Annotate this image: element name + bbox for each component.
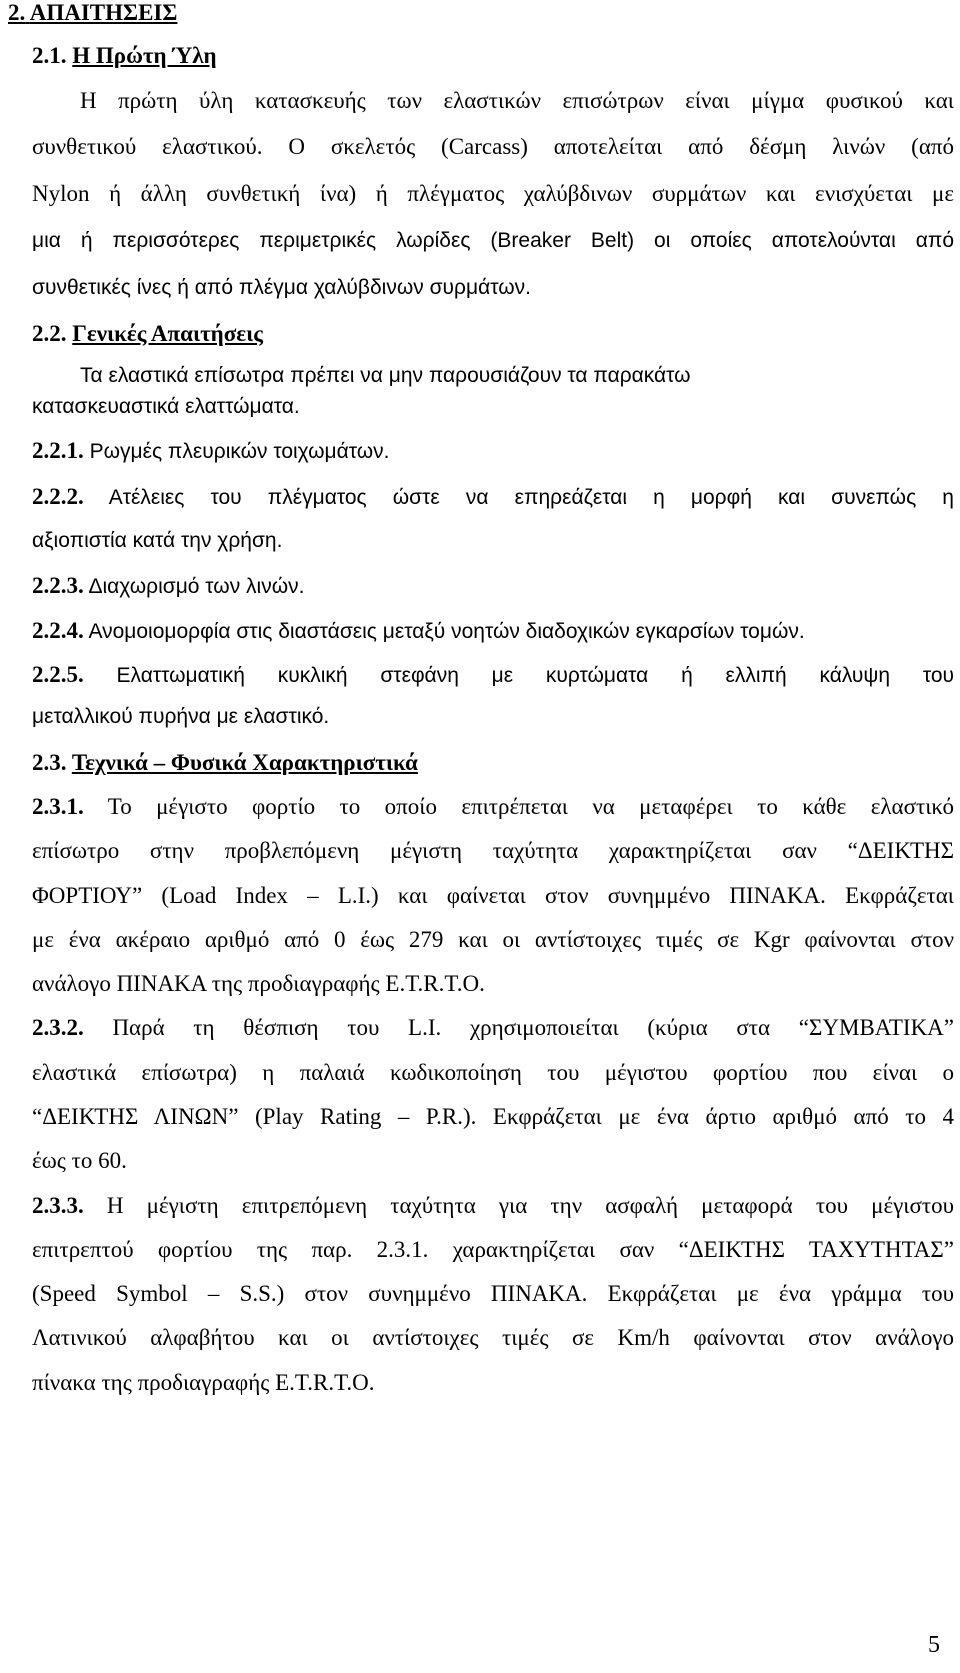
item-text: Το μέγιστο φορτίο το οποίο επιτρέπεται να μεταφέρει το κάθε ελαστικό [107,794,954,819]
subsection-number: 2.3. [32,750,67,775]
list-item-2-3-2 [32,1015,954,1041]
list-item-2-3-3 [32,1193,954,1219]
paragraph-line: μεταλλικού πυρήνα με ελαστικό. [32,705,330,728]
item-number: 2.2.4. [32,618,84,643]
item-text: Διαχωρισμό των λινών. [88,575,305,598]
paragraph-line: ΦΟΡΤΙΟΥ” (Load Index – L.I.) και φαίνεται στον συνημμένο ΠΙΝΑΚΑ. Εκφράζεται [32,883,954,908]
paragraph-line: ανάλογο ΠΙΝΑΚΑ της προδιαγραφής E.T.R.T.O. [32,971,485,996]
list-item-2-2-1 [32,438,390,464]
item-text: Παρά τη θέσπιση του L.I. χρησιμοποιείται (κύρια στα “ΣΥΜΒΑΤΙΚΑ” [112,1015,954,1040]
list-item-2-2-2 [32,484,954,510]
list-item-2-2-4 [32,618,805,644]
paragraph-line: συνθετικές ίνες ή από πλέγμα χαλύβδινων συρμάτων. [32,276,531,299]
paragraph-line: ελαστικά επίσωτρα) η παλαιά κωδικοποίηση του μέγιστου φορτίου που είναι ο [32,1060,954,1085]
paragraph-line: Nylon ή άλλη συνθετική ίνα) ή πλέγματος χαλύβδινων συρμάτων και ενισχύεται με [32,181,954,206]
item-text: Ανομοιομορφία στις διαστάσεις μεταξύ νοητών διαδοχικών εγκαρσίων τομών. [88,620,805,643]
paragraph-line: με ένα ακέραιο αριθμό από 0 έως 279 και οι αντίστοιχες τιμές σε Kgr φαίνονται στον [32,927,954,952]
list-item-2-3-1 [32,794,954,820]
item-number: 2.3.2. [32,1015,84,1040]
subsection-title: Τεχνικά – Φυσικά Χαρακτηριστικά [71,750,418,775]
paragraph-line: (Speed Symbol – S.S.) στον συνημμένο ΠΙΝΑΚΑ. Εκφράζεται με ένα γράμμα του [32,1281,954,1306]
list-item-2-2-5 [32,662,954,688]
subsection-heading-2-2 [32,321,263,347]
paragraph-line: Η πρώτη ύλη κατασκευής των ελαστικών επισώτρων είναι μίγμα φυσικού και [80,88,954,113]
item-number: 2.3.1. [32,794,84,819]
paragraph-line: συνθετικού ελαστικού. Ο σκελετός (Carcass) αποτελείται από δέσμη λινών (από [32,134,954,159]
item-text: Η μέγιστη επιτρεπόμενη ταχύτητα για την ασφαλή μεταφορά του μέγιστου [106,1193,954,1218]
paragraph-line: έως το 60. [32,1148,127,1173]
subsection-number: 2.1. [32,43,67,68]
paragraph-line: Λατινικού αλφαβήτου και οι αντίστοιχες τιμές σε Km/h φαίνονται στον ανάλογο [32,1325,954,1350]
list-item-2-2-3 [32,573,304,599]
paragraph-line: Τα ελαστικά επίσωτρα πρέπει να μην παρουσιάζουν τα παρακάτω [80,364,691,387]
item-number: 2.2.1. [32,438,84,463]
subsection-title: Γενικές Απαιτήσεις [72,321,263,346]
paragraph-line: πίνακα της προδιαγραφής E.T.R.T.O. [32,1370,375,1395]
section-number: 2. [8,0,26,25]
section-title: ΑΠΑΙΤΗΣΕΙΣ [29,0,178,25]
subsection-title: Η Πρώτη Ύλη [72,43,217,68]
item-number: 2.3.3. [32,1193,84,1218]
item-number: 2.2.2. [32,484,84,509]
paragraph-line: αξιοπιστία κατά την χρήση. [32,529,283,552]
item-number: 2.2.3. [32,573,84,598]
item-number: 2.2.5. [32,662,84,687]
paragraph-line: μια ή περισσότερες περιμετρικές λωρίδες (Breaker Belt) οι οποίες αποτελούνται από [32,229,954,252]
item-text: Ελαττωματική κυκλική στεφάνη με κυρτώματα ή ελλιπή κάλυψη του [116,664,954,687]
subsection-number: 2.2. [32,321,67,346]
subsection-heading-2-1 [32,43,217,69]
page-number: 5 [928,1632,940,1658]
paragraph-line: επιτρεπτού φορτίου της παρ. 2.3.1. χαρακτηρίζεται σαν “ΔΕΙΚΤΗΣ ΤΑΧΥΤΗΤΑΣ” [32,1237,954,1262]
paragraph-line: επίσωτρο στην προβλεπόμενη μέγιστη ταχύτητα χαρακτηρίζεται σαν “ΔΕΙΚΤΗΣ [32,838,954,863]
item-text: Ατέλειες του πλέγματος ώστε να επηρεάζεται η μορφή και συνεπώς η [108,486,954,509]
item-text: Ρωγμές πλευρικών τοιχωμάτων. [89,440,390,463]
paragraph-line: “ΔΕΙΚΤΗΣ ΛΙΝΩΝ” (Play Rating – P.R.). Εκφράζεται με ένα άρτιο αριθμό από το 4 [32,1104,954,1129]
paragraph-line: κατασκευαστικά ελαττώματα. [32,395,300,418]
subsection-heading-2-3 [32,750,418,776]
section-heading [8,0,177,26]
